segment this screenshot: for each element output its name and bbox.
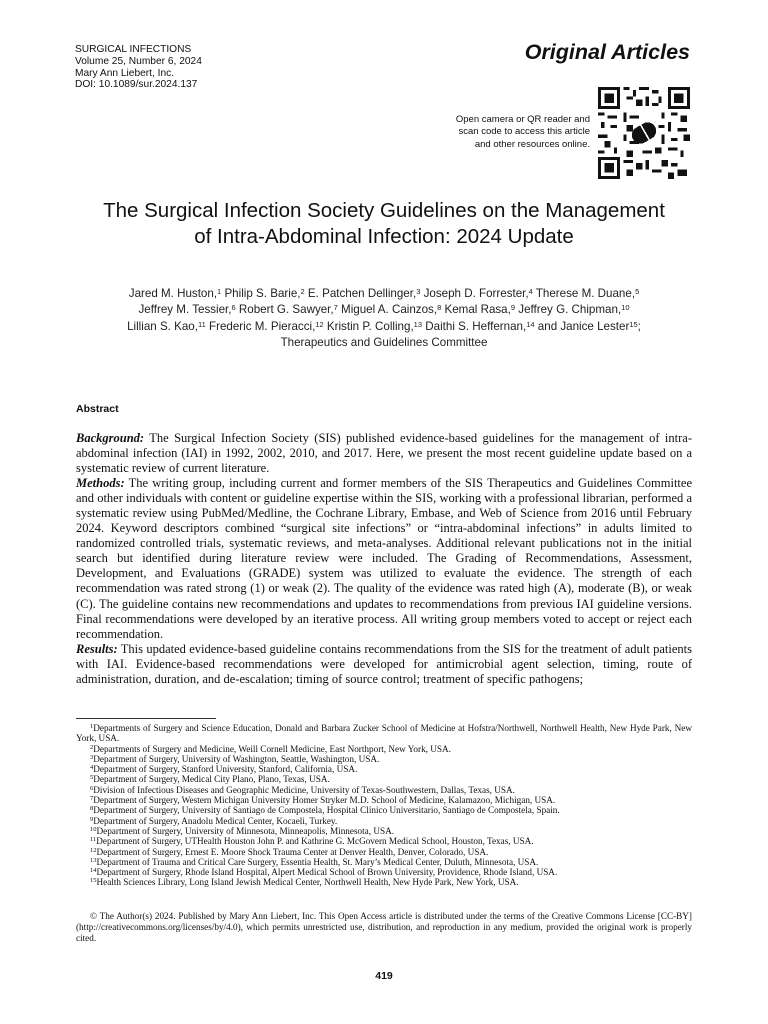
affiliation-item <box>76 836 692 846</box>
affiliation-text: Department of Surgery, Western Michigan University Homer Stryker M.D. School of Medicine, Kalamazoo, Michigan, USA. <box>93 795 556 806</box>
affiliation-number: 9 <box>90 815 94 823</box>
abstract-methods <box>76 476 692 642</box>
journal-publisher: Mary Ann Liebert, Inc. <box>75 67 175 79</box>
affiliation-number: 8 <box>90 805 94 813</box>
article-title <box>40 198 728 250</box>
author-name: Jared M. Huston, <box>128 287 218 300</box>
affiliation-number: 3 <box>90 753 94 761</box>
affiliation-text: Department of Surgery, Stanford University, Stanford, California, USA. <box>93 764 358 775</box>
committee-name: Therapeutics and Guidelines Committee <box>280 336 488 350</box>
affiliation-number: 10 <box>90 825 97 833</box>
author-name: Jeffrey G. Chipman, <box>518 303 622 317</box>
affiliation-item <box>76 744 692 754</box>
abstract-body <box>76 431 692 687</box>
author-name: Jeffrey M. Tessier, <box>138 303 232 317</box>
affiliation-number: 14 <box>90 867 97 875</box>
qr-code-icon[interactable] <box>598 87 690 179</box>
affiliation-text: Department of Surgery, University of Santiago de Compostela, Hospital Clínico Universitario, Santiago de Compostela, Spain. <box>93 805 560 816</box>
affiliation-item <box>76 785 692 795</box>
qr-note-line: and other resources online. <box>474 138 590 150</box>
affiliation-text: Department of Surgery, University of Minnesota, Minneapolis, Minnesota, USA. <box>96 825 395 836</box>
author-affil-ref: 11 <box>197 319 206 329</box>
author-affil-ref: 6 <box>231 303 236 313</box>
qr-note-line: scan code to access this article <box>458 126 590 138</box>
abstract-label: Results: <box>76 641 118 656</box>
author-list <box>60 286 708 352</box>
affiliation-text: Department of Surgery, Rhode Island Hospital, Alpert Medical School of Brown University, Providence, Rhode Island, USA. <box>96 867 558 878</box>
abstract-label: Methods: <box>76 476 125 491</box>
author-name: Frederic M. Pieracci, <box>209 319 316 333</box>
title-line-2: of Intra-Abdominal Infection: 2024 Update <box>194 225 574 248</box>
affiliation-item <box>76 723 692 744</box>
abstract-text: The writing group, including current and former members of the SIS Therapeutics and Guidelines Committee and other individuals with content or guideline expertise within the SIS, working with a professional librarian, performed a systematic review using PubMed/Medline, the Cochrane Library, Embase, and Web of Science from 2016 until February 2024. Keyword descriptors combined “surgical site infections” or “intra-abdominal infections” in adults limited to randomized controlled trials, systematic reviews, and meta-analyses. Additional relevant publications not in the initial search but identified during literature review were included. The Grading of Recommendations, Assessment, Development, and Evaluations (GRADE) system was utilized to evaluate the evidence. The strength of each recommendation was rated strong (1) or weak (2). The quality of the evidence was rated high (A), moderate (B), or weak (C). The guideline contains new recommendations and updates to recommendations from previous IAI guideline versions. Final recommendations were developed by an iterative process. All writing group members voted to accept or reject each recommendation. <box>76 476 692 641</box>
journal-info <box>75 44 202 91</box>
affiliation-item <box>76 867 692 877</box>
author-affil-ref: 4 <box>528 287 533 296</box>
author-affil-ref: 5 <box>635 287 640 296</box>
author-affil-ref: 12 <box>315 319 324 329</box>
page-number: 419 <box>375 970 393 982</box>
license-notice: © The Author(s) 2024. Published by Mary Ann Liebert, Inc. This Open Access article is distributed under the terms of the Creative Commons License [CC-BY] (http://creativecommons.org/licenses/by/4.0), which permits unrestricted use, distribution, and reproduction in any medium, provided the original work is properly cited. <box>76 911 692 944</box>
affiliation-text: Department of Surgery, UTHealth Houston John P. and Kathrine G. McGovern Medical School, Houston, Texas, USA. <box>96 836 534 847</box>
author-line-3 <box>60 319 708 335</box>
affiliation-number: 12 <box>90 846 97 854</box>
abstract-background <box>76 431 692 476</box>
affiliation-item <box>76 774 692 784</box>
author-affil-ref: 3 <box>416 287 421 296</box>
author-name: Kemal Rasa, <box>444 303 511 317</box>
affiliation-text: Department of Surgery, Ernest E. Moore Shock Trauma Center at Denver Health, Denver, Colorado, USA. <box>96 846 489 857</box>
author-affil-ref: 10 <box>621 303 630 313</box>
journal-doi[interactable]: DOI: 10.1089/sur.2024.137 <box>75 79 198 91</box>
author-affil-ref: 13 <box>413 319 423 329</box>
affiliation-item <box>76 816 692 826</box>
author-name: Philip S. Barie, <box>224 287 301 300</box>
affiliation-item <box>76 826 692 836</box>
author-affil-ref: 1 <box>217 287 222 296</box>
affiliation-item <box>76 857 692 867</box>
footnote-divider <box>76 718 216 719</box>
affiliation-item <box>76 764 692 774</box>
abstract-label: Background: <box>76 431 145 445</box>
affiliation-item <box>76 754 692 764</box>
affiliation-number: 7 <box>90 795 94 803</box>
author-affil-ref: 7 <box>333 303 338 313</box>
author-affil-ref: 2 <box>300 287 305 296</box>
affiliation-number: 1 <box>90 723 94 730</box>
affiliation-text: Department of Surgery, University of Washington, Seattle, Washington, USA. <box>93 753 380 764</box>
author-name: Therese M. Duane, <box>535 287 636 300</box>
affiliation-item <box>76 877 692 887</box>
abstract-heading: Abstract <box>76 403 119 415</box>
author-affil-ref: 14 <box>526 319 535 329</box>
affiliation-number: 13 <box>90 856 97 864</box>
section-label: Original Articles <box>524 40 690 64</box>
abstract-results <box>76 642 692 687</box>
affiliation-text: Department of Trauma and Critical Care Surgery, Essentia Health, St. Mary’s Medical Center, Duluth, Minnesota, USA. <box>96 856 539 867</box>
affiliation-number: 11 <box>90 836 97 844</box>
affiliation-text: Department of Surgery, Medical City Plano, Plano, Texas, USA. <box>93 774 330 785</box>
author-name: Robert G. Sawyer, <box>238 303 334 317</box>
author-affil-ref: 9 <box>510 303 516 313</box>
qr-note-line: Open camera or QR reader and <box>455 114 590 125</box>
affiliation-text: Departments of Surgery and Science Education, Donald and Barbara Zucker School of Medicine at Hofstra/Northwell, Northwell Health, New Hyde Park, New York, USA. <box>76 723 692 744</box>
affiliation-item <box>76 847 692 857</box>
title-line-1: The Surgical Infection Society Guidelines on the Management <box>103 199 665 222</box>
affiliation-text: Department of Surgery, Anadolu Medical Center, Kocaeli, Turkey. <box>93 815 338 826</box>
author-name: Joseph D. Forrester, <box>423 287 529 300</box>
affiliation-number: 4 <box>90 764 94 772</box>
affiliation-number: 5 <box>90 774 94 782</box>
affiliation-text: Departments of Surgery and Medicine, Weill Cornell Medicine, East Northport, New York, USA. <box>93 743 451 754</box>
abstract-text: This updated evidence-based guideline contains recommendations from the SIS for the treatment of adult patients with IAI. Evidence-based recommendations were developed for antimicrobial agent selection, timing, route of administration, duration, and de-escalation; timing of source control; treatment of specific pathogens; <box>76 641 692 686</box>
journal-volume: Volume 25, Number 6, 2024 <box>75 55 202 67</box>
qr-instructions <box>415 114 590 151</box>
affiliation-number: 2 <box>90 743 94 751</box>
author-name: and Janice Lester <box>537 319 630 333</box>
author-suffix: ; <box>637 319 641 333</box>
affiliation-text: Health Sciences Library, Long Island Jewish Medical Center, Northwell Health, New Hyde Park, New York, USA. <box>96 877 519 888</box>
author-name: Kristin P. Colling, <box>326 319 414 333</box>
author-name: Lillian S. Kao, <box>127 319 198 333</box>
author-affil-ref: 15 <box>629 319 638 329</box>
affiliation-text: Division of Infectious Diseases and Geographic Medicine, University of Texas-Southwestern, Dallas, Texas, USA. <box>93 784 515 795</box>
affiliation-item <box>76 805 692 815</box>
affiliation-number: 6 <box>90 784 94 792</box>
affiliation-number: 15 <box>90 877 97 885</box>
journal-name: SURGICAL INFECTIONS <box>75 44 192 55</box>
author-name: Daithi S. Heffernan, <box>425 319 527 333</box>
author-name: E. Patchen Dellinger, <box>307 287 417 300</box>
author-line-1 <box>60 286 708 302</box>
abstract-text: The Surgical Infection Society (SIS) published evidence-based guidelines for the management of intra-abdominal infection (IAI) in 1992, 2002, 2010, and 2017. Here, we present the most recent guideline update based on a systematic review of current literature. <box>76 431 692 476</box>
affiliation-item <box>76 795 692 805</box>
author-line-2 <box>60 302 708 318</box>
author-name: Miguel A. Cainzos, <box>341 303 438 317</box>
affiliations <box>76 723 692 888</box>
author-affil-ref: 8 <box>437 303 442 313</box>
